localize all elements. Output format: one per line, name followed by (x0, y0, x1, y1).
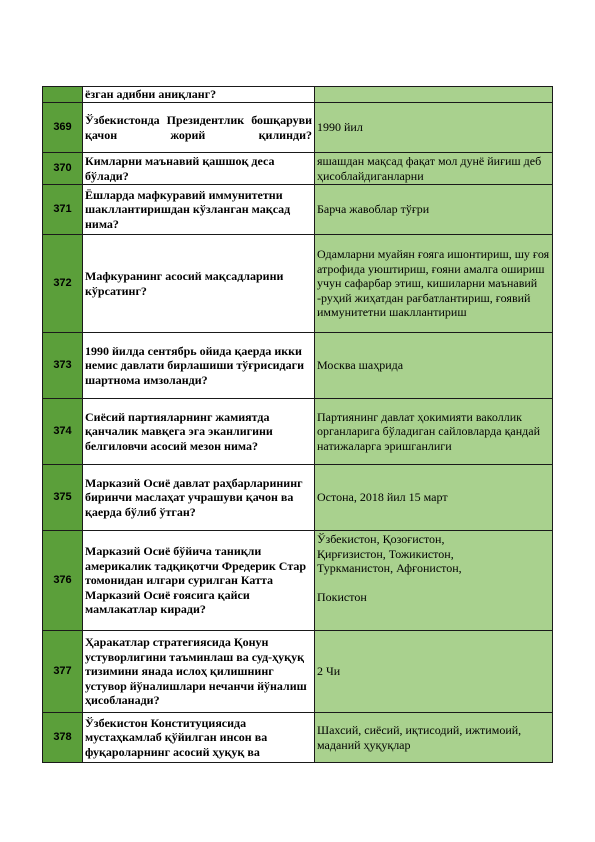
answer-cell: 1990 йил (315, 103, 553, 153)
answer-cell: Москва шаҳрида (315, 333, 553, 399)
answer-cell: Партиянинг давлат ҳокимияти ваколлик органларига бўладиган сайловларда қандай натижаларга эришганлиги (315, 399, 553, 465)
table-row (43, 235, 553, 333)
question-cell: Кимларни маънавий қашшоқ деса бўлади? (83, 153, 315, 185)
table-row (43, 631, 553, 713)
table-row (43, 531, 553, 631)
answer-cell: 2 Чи (315, 631, 553, 713)
question-cell: Мафкуранинг асосий мақсадларини кўрсатинг? (83, 235, 315, 333)
watermark-logo (300, 22, 590, 92)
answer-cell: Ўзбекистон, Қозоғистон, Қирғизистон, Тожикистон, Туркманистон, Афғонистон, Покистон (315, 531, 553, 631)
table-row (43, 153, 553, 185)
row-number: 376 (43, 531, 83, 631)
table-row (43, 465, 553, 531)
row-number: 377 (43, 631, 83, 713)
question-cell: Ўзбекистонда Президентлик бошқаруви қачон жорий қилинди? (83, 103, 315, 153)
table-row (43, 713, 553, 763)
row-number: 371 (43, 185, 83, 235)
question-cell: ёзган адибни аниқланг? (83, 87, 315, 103)
row-number: 372 (43, 235, 83, 333)
qa-table (42, 86, 553, 763)
table-row (43, 185, 553, 235)
question-cell: Ҳаракатлар стратегиясида Қонун устуворлигини таъминлаш ва суд-ҳуқуқ тизимини янада ислоҳ қилишнинг устувор йўналишлари нечанчи йўналиш ҳисобланади? (83, 631, 315, 713)
row-number: 374 (43, 399, 83, 465)
answer-cell: Остона, 2018 йил 15 март (315, 465, 553, 531)
answer-cell: яшашдан мақсад фақат мол дунё йиғиш деб ҳисоблайдиганларни (315, 153, 553, 185)
row-number: 375 (43, 465, 83, 531)
answer-cell: Шахсий, сиёсий, иқтисодий, ижтимоий, маданий ҳуқуқлар (315, 713, 553, 763)
row-number (43, 87, 83, 103)
answer-cell (315, 87, 553, 103)
answer-cell: Одамларни муайян ғояга ишонтириш, шу ғоя атрофида уюштириш, ғояни амалга ошириш учун сафарбар этиш, кишиларни маънавий -руҳий жиҳатдан рағбатлантириш, ғоявий иммунитетни шакллантириш (315, 235, 553, 333)
row-number: 370 (43, 153, 83, 185)
question-cell: 1990 йилда сентябрь ойида қаерда икки немис давлати бирлашиши тўғрисидаги шартнома имзоланди? (83, 333, 315, 399)
row-number: 378 (43, 713, 83, 763)
question-cell: Ўзбекистон Конституциясида мустаҳкамлаб қўйилган инсон ва фуқароларнинг асосий ҳуқуқ ва (83, 713, 315, 763)
question-cell: Сиёсий партияларнинг жамиятда қанчалик мавқега эга эканлигини белгиловчи асосий мезон нима? (83, 399, 315, 465)
row-number: 373 (43, 333, 83, 399)
question-cell: Марказий Осиё бўйича таниқли америкалик тадқиқотчи Фредерик Стар томонидан илгари сурилган Катта Марказий Осиё ғоясига қайси мамлакатлар киради? (83, 531, 315, 631)
row-number: 369 (43, 103, 83, 153)
question-cell: Марказий Осиё давлат раҳбарларининг биринчи маслаҳат учрашуви қачон ва қаерда бўлиб ўтган? (83, 465, 315, 531)
answer-cell: Барча жавоблар тўғри (315, 185, 553, 235)
table-row (43, 333, 553, 399)
table-row (43, 103, 553, 153)
question-cell: Ёшларда мафкуравий иммунитетни шакллантиришдан кўзланган мақсад нима? (83, 185, 315, 235)
table-row (43, 399, 553, 465)
table-row (43, 87, 553, 103)
